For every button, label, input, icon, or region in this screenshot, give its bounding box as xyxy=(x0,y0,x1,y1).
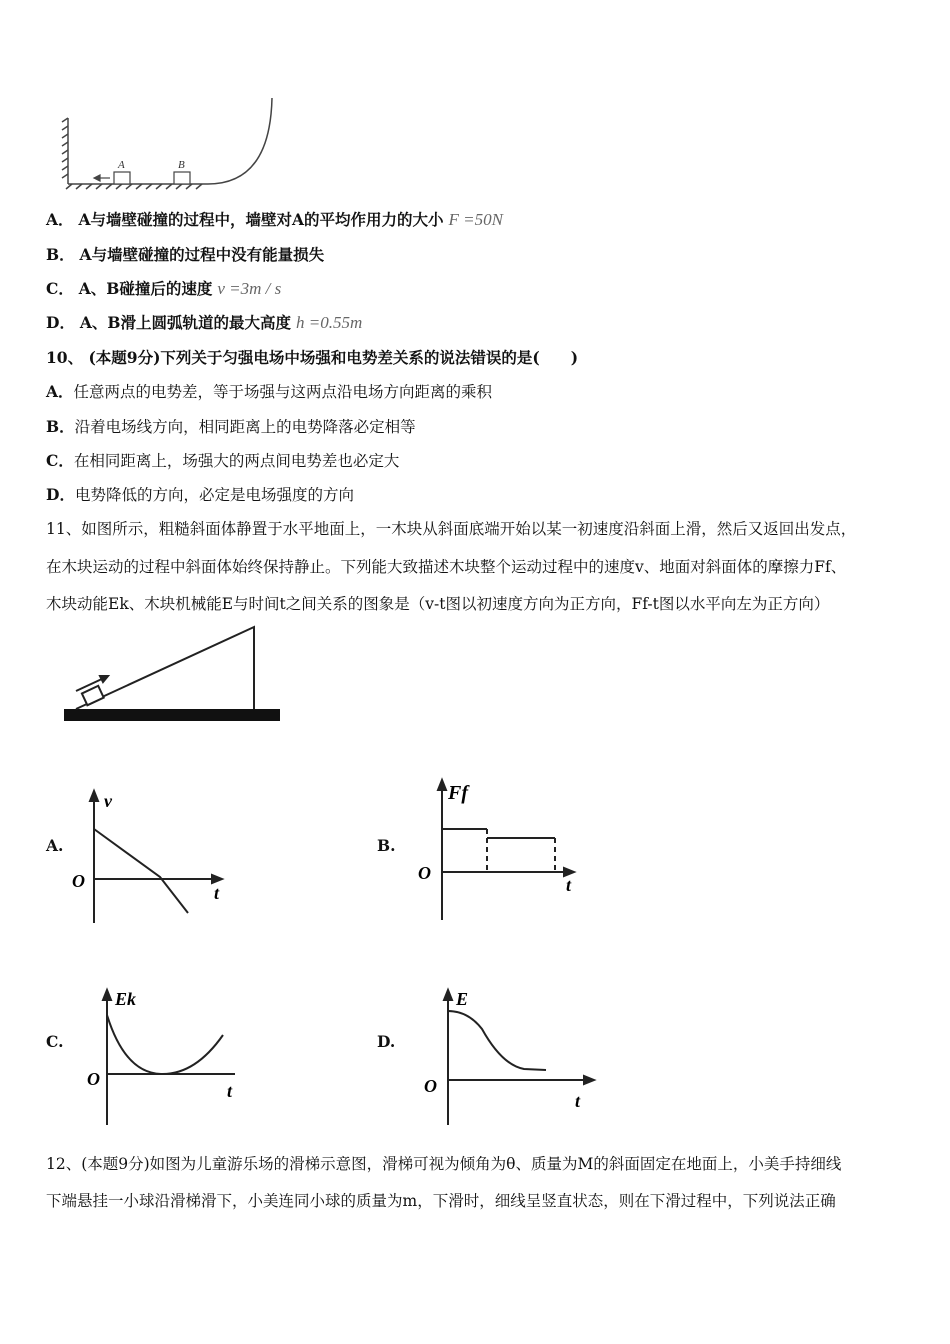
q11-graph-a xyxy=(68,785,238,930)
option-text: A与墙壁碰撞的过程中，墙壁对A的平均作用力的大小 xyxy=(78,210,444,229)
ek-curve xyxy=(107,1015,223,1074)
y-label: v xyxy=(104,791,112,811)
option-letter: D． xyxy=(46,485,75,504)
option-text: A、B碰撞后的速度 xyxy=(78,279,213,298)
origin-label: O xyxy=(424,1076,437,1096)
q11-stem-line-2: 在木块运动的过程中斜面体始终保持静止。下列能大致描述木块整个运动过程中的速度v、地面对斜面体的摩擦力Ff、 xyxy=(46,558,847,576)
q12-stem-line-2: 下端悬挂一小球沿滑梯滑下，小美连同小球的质量为m，下滑时，细线呈竖直状态，则在下滑过程中，下列说法正确 xyxy=(46,1192,836,1210)
option-formula: h =0.55m xyxy=(295,313,363,332)
option-formula: F =50N xyxy=(448,210,503,229)
floor xyxy=(66,98,272,189)
q9-option-a xyxy=(46,209,503,231)
x-label: t xyxy=(214,883,220,903)
q10-stem: 10、 (本题9分)下列关于匀强电场中场强和电势差关系的说法错误的是( ) xyxy=(46,348,579,367)
y-label: Ek xyxy=(115,989,137,1009)
q11-incline-figure xyxy=(62,625,284,725)
wood-block xyxy=(82,686,104,705)
y-label: E xyxy=(456,989,469,1009)
q11-graph-d xyxy=(420,985,605,1130)
q9-option-c xyxy=(46,278,281,300)
label-a: A xyxy=(118,159,125,171)
origin-label: O xyxy=(72,871,85,891)
ground xyxy=(64,709,280,721)
block-b xyxy=(174,172,190,184)
q11-stem-line-3: 木块动能Ek、木块机械能E与时间t之间关系的图象是（v-t图以初速度方向为正方向，Ff-t图以水平向左为正方向） xyxy=(46,595,830,613)
block-a xyxy=(114,172,130,184)
q11-option-b-label: B. xyxy=(377,836,396,855)
q10-option-b xyxy=(46,416,416,438)
e-curve xyxy=(448,1011,546,1070)
origin-label: O xyxy=(87,1069,100,1089)
option-text: 电势降低的方向，必定是电场强度的方向 xyxy=(74,486,354,504)
option-letter: C． xyxy=(46,279,74,298)
x-label: t xyxy=(566,875,572,895)
q11-option-c-label: C. xyxy=(46,1032,64,1051)
option-text: 任意两点的电势差，等于场强与这两点沿电场方向距离的乘积 xyxy=(73,383,493,401)
option-letter: D． xyxy=(46,313,75,332)
option-text: 沿着电场线方向，相同距离上的电势降落必定相等 xyxy=(74,418,416,436)
q9-option-d xyxy=(46,312,362,334)
option-letter: B． xyxy=(46,245,75,264)
q10-option-c xyxy=(46,450,399,472)
q10-option-a xyxy=(46,381,492,403)
v-curve xyxy=(94,829,188,913)
option-text: A与墙壁碰撞的过程中没有能量损失 xyxy=(79,245,325,264)
option-letter: A． xyxy=(46,210,74,229)
q11-graph-c xyxy=(85,985,255,1130)
ff-steps xyxy=(442,829,555,872)
y-label: Ff xyxy=(448,782,468,804)
q11-option-a-label: A. xyxy=(46,836,64,855)
q9-track-figure xyxy=(58,98,288,190)
option-letter: C． xyxy=(46,451,74,470)
velocity-arrow xyxy=(94,175,110,181)
option-text: A、B滑上圆弧轨道的最大高度 xyxy=(79,313,292,332)
q11-stem-line-1: 11、如图所示，粗糙斜面体静置于水平地面上，一木块从斜面底端开始以某一初速度沿斜面上滑，然后又返回出发点， xyxy=(46,520,857,538)
label-b: B xyxy=(178,159,185,171)
q9-option-b xyxy=(46,244,324,266)
wall xyxy=(62,118,68,184)
option-text: 在相同距离上，场强大的两点间电势差也必定大 xyxy=(73,452,400,470)
option-formula: v =3m / s xyxy=(217,279,282,298)
option-letter: B． xyxy=(46,417,75,436)
origin-label: O xyxy=(418,863,431,883)
x-label: t xyxy=(575,1091,581,1111)
q12-stem-line-1: 12、(本题9分)如图为儿童游乐场的滑梯示意图，滑梯可视为倾角为θ、质量为M的斜面固定在地面上，小美手持细线 xyxy=(46,1155,842,1173)
q11-graph-b xyxy=(412,775,592,925)
option-letter: A． xyxy=(46,382,74,401)
q11-option-d-label: D. xyxy=(377,1032,396,1051)
x-label: t xyxy=(227,1081,233,1101)
q10-option-d xyxy=(46,484,354,506)
